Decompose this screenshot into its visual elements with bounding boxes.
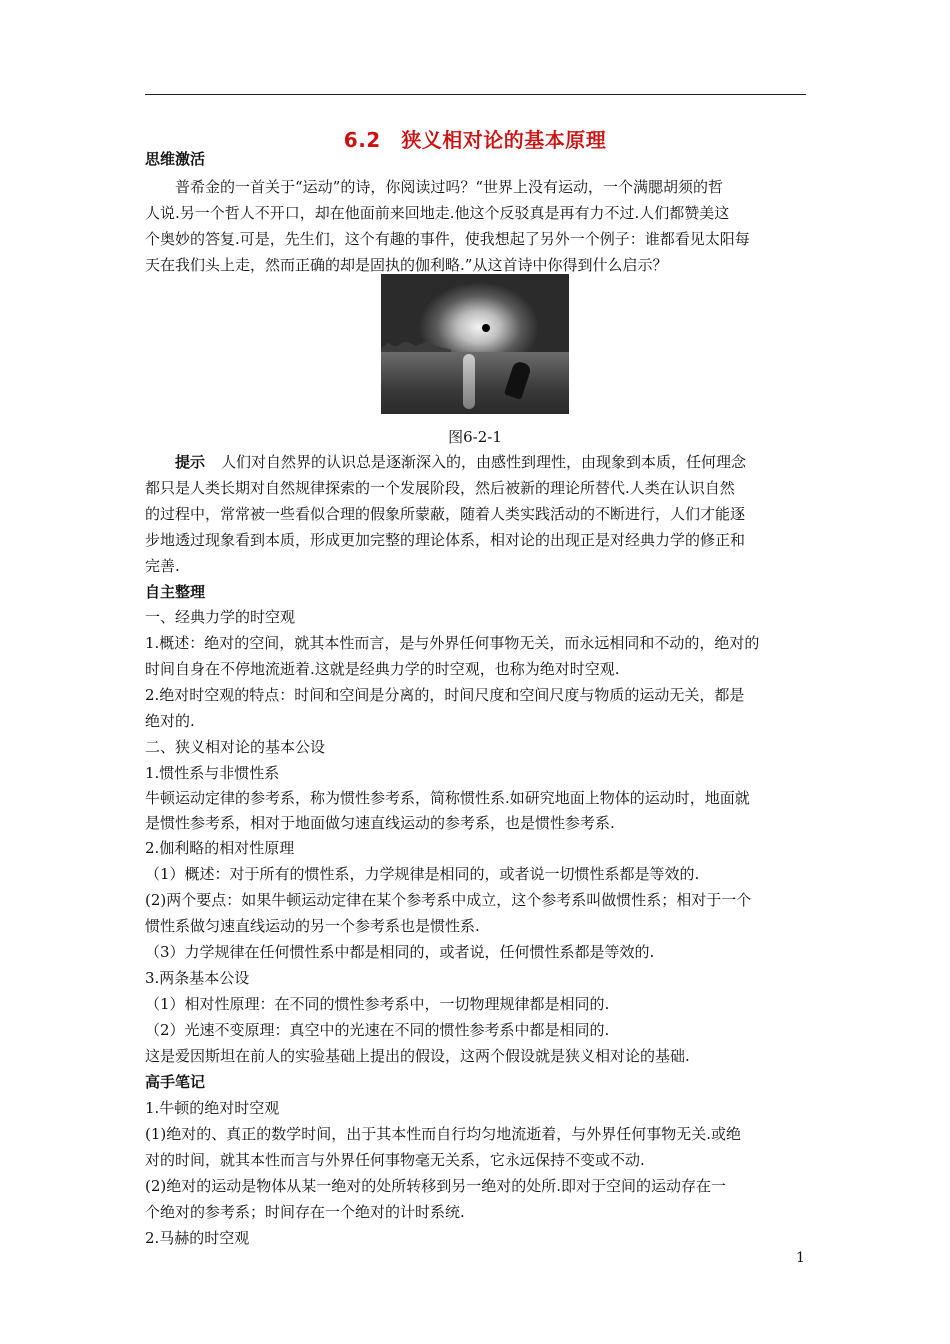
hint-label: 提示 <box>175 453 206 471</box>
section-heading-notes: 高手笔记 <box>145 1073 206 1091</box>
page-number: 1 <box>796 1250 805 1266</box>
figure-sun <box>482 324 490 332</box>
hint-line: 步地透过现象看到本质，形成更加完整的理论体系，相对论的出现正是对经典力学的修正和 <box>145 531 746 549</box>
body-line: 时间自身在不停地流逝着.这就是经典力学的时空观，也称为绝对时空观. <box>145 660 620 678</box>
intro-line: 人说.另一个哲人不开口，却在他面前来回地走.他这个反驳真是再有力不过.人们都赞美这 <box>145 204 730 222</box>
hint-line: 完善. <box>145 557 180 575</box>
hint-line: 都只是人类长期对自然规律探索的一个发展阶段，然后被新的理论所替代.人类在认识自然 <box>145 479 735 497</box>
body-line: 1.惯性系与非惯性系 <box>145 764 280 782</box>
figure-sun-reflection <box>463 354 475 409</box>
intro-line: 普希金的一首关于“运动”的诗，你阅读过吗？“世界上没有运动，一个满腮胡须的哲 <box>175 178 724 196</box>
body-line: (2)两个要点：如果牛顿运动定律在某个参考系中成立，这个参考系叫做惯性系；相对于一个 <box>145 891 752 909</box>
body-line: 牛顿运动定律的参考系，称为惯性参考系，简称惯性系.如研究地面上物体的运动时，地面就 <box>145 789 750 807</box>
notes-line: 对的时间，就其本性而言与外界任何事物毫无关系，它永远保持不变或不动. <box>145 1151 645 1169</box>
body-line: 2.绝对时空观的特点：时间和空间是分离的，时间尺度和空间尺度与物质的运动无关，都是 <box>145 686 745 704</box>
body-line: （1）相对性原理：在不同的惯性参考系中，一切物理规律都是相同的. <box>145 995 610 1013</box>
body-line: 1.概述：绝对的空间，就其本性而言，是与外界任何事物无关，而永远相同和不动的，绝对的 <box>145 634 760 652</box>
intro-line: 个奥妙的答复.可是，先生们，这个有趣的事件，使我想起了另外一个例子：谁都看见太阳每 <box>145 230 750 248</box>
notes-line: 2.马赫的时空观 <box>145 1229 250 1247</box>
hint-line <box>145 452 806 472</box>
body-line: 是惯性参考系，相对于地面做匀速直线运动的参考系，也是惯性参考系. <box>145 814 615 832</box>
page-title: 6.2 狭义相对论的基本原理 <box>343 128 607 152</box>
section-heading-think: 思维激活 <box>145 150 206 168</box>
body-line: 二、狭义相对论的基本公设 <box>145 738 326 756</box>
hint-text: 人们对自然界的认识总是逐渐深入的，由感性到理性，由现象到本质，任何理念 <box>221 453 747 471</box>
body-line: 这是爱因斯坦在前人的实验基础上提出的假设，这两个假设就是狭义相对论的基础. <box>145 1047 690 1065</box>
notes-line: 个绝对的参考系；时间存在一个绝对的计时系统. <box>145 1203 465 1221</box>
figure-skater-sunset-photo <box>381 274 569 414</box>
figure-ice-ground <box>381 352 569 414</box>
body-line: 一、经典力学的时空观 <box>145 608 296 626</box>
body-line: 3.两条基本公设 <box>145 969 250 987</box>
header-rule <box>145 94 806 95</box>
body-line: （3）力学规律在任何惯性系中都是相同的，或者说，任何惯性系都是等效的. <box>145 943 655 961</box>
intro-line: 天在我们头上走，然而正确的却是固执的伽利略.”从这首诗中你得到什么启示？ <box>145 256 668 274</box>
body-line: 惯性系做匀速直线运动的另一个参考系也是惯性系. <box>145 917 480 935</box>
notes-line: (1)绝对的、真正的数学时间，出于其本性而自行均匀地流逝着，与外界任何事物无关.或绝 <box>145 1125 742 1143</box>
figure-caption: 图6-2-1 <box>448 428 502 446</box>
hint-line: 的过程中，常常被一些看似合理的假象所蒙蔽，随着人类实践活动的不断进行，人们才能逐 <box>145 505 746 523</box>
notes-line: (2)绝对的运动是物体从某一绝对的处所转移到另一绝对的处所.即对于空间的运动存在一 <box>145 1177 727 1195</box>
body-line: 绝对的. <box>145 712 195 730</box>
body-line: （1）概述：对于所有的惯性系，力学规律是相同的，或者说一切惯性系都是等效的. <box>145 865 700 883</box>
body-line: （2）光速不变原理：真空中的光速在不同的惯性参考系中都是相同的. <box>145 1021 610 1039</box>
body-line: 2.伽利略的相对性原理 <box>145 839 295 857</box>
notes-line: 1.牛顿的绝对时空观 <box>145 1099 280 1117</box>
section-heading-self: 自主整理 <box>145 583 206 601</box>
